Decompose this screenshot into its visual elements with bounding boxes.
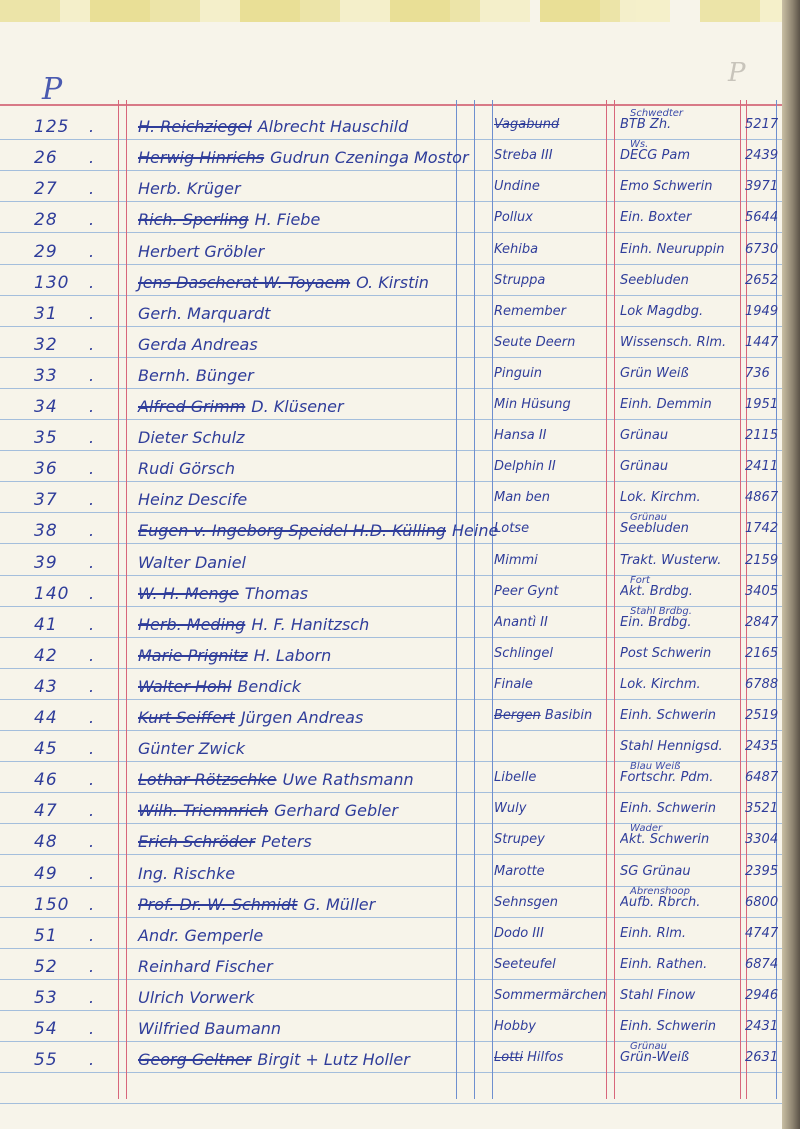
entry-number: 44 — [34, 708, 58, 728]
struck-boat-name: Vagabund — [494, 117, 560, 132]
registration-code: 1742 — [745, 521, 779, 536]
club-name: Einh. Rlm. — [620, 926, 687, 941]
current-owner-name: Günter Zwick — [138, 739, 246, 758]
current-owner-name: O. Kirstin — [356, 273, 429, 292]
club-name: Ein. Boxter — [620, 210, 692, 225]
registration-code: 2946 — [745, 988, 779, 1003]
boat-name-text: Peer Gynt — [494, 584, 559, 599]
current-owner-name: Heine — [452, 521, 499, 540]
boat-name-text: Mimmi — [494, 553, 538, 568]
entry-number: 37 — [34, 490, 58, 510]
entry-number: 28 — [34, 210, 58, 230]
boat-name — [494, 428, 612, 443]
owner-name — [138, 397, 344, 416]
margin-line — [118, 100, 119, 1099]
current-owner-name: Uwe Rathsmann — [282, 770, 414, 789]
owner-name — [138, 646, 331, 665]
column-divider — [740, 100, 741, 1099]
struck-owner-name: Georg Geltner — [138, 1050, 252, 1069]
owner-name — [138, 459, 235, 478]
owner-name — [138, 366, 254, 385]
boat-name-text: Pinguin — [494, 366, 543, 381]
club-name: Einh. Neuruppin — [620, 242, 725, 257]
boat-name-text: Lotse — [494, 521, 530, 536]
bleed-through-letter: P — [728, 58, 746, 88]
current-owner-name: Bendick — [237, 677, 302, 696]
current-owner-name: Jürgen Andreas — [240, 708, 364, 727]
boat-name-text: Anantì II — [494, 615, 548, 630]
owner-name — [138, 708, 363, 727]
boat-name-text: Basibin — [544, 708, 593, 723]
boat-name — [494, 117, 612, 132]
registration-code: 2847 — [745, 615, 779, 630]
current-owner-name: H. Fiebe — [254, 210, 321, 229]
boat-name — [494, 459, 612, 474]
boat-name-text: Hansa II — [494, 428, 547, 443]
boat-name-text: Hobby — [494, 1019, 536, 1034]
entry-dot: . — [89, 459, 95, 478]
entry-dot: . — [89, 584, 95, 603]
struck-owner-name: W. H. Menge — [138, 584, 239, 603]
entry-dot: . — [89, 895, 95, 914]
struck-owner-name: Prof. Dr. W. Schmidt — [138, 895, 298, 914]
owner-name — [138, 148, 469, 167]
current-owner-name: G. Müller — [303, 895, 376, 914]
struck-owner-name: Rich. Sperling — [138, 210, 249, 229]
column-divider — [456, 100, 457, 1099]
owner-name — [138, 864, 235, 883]
entry-dot: . — [89, 428, 95, 447]
boat-name — [494, 1019, 612, 1034]
entry-number: 27 — [34, 179, 58, 199]
boat-name-text: Libelle — [494, 770, 537, 785]
club-name: SG Grünau — [620, 864, 691, 879]
club-annotation: Wader — [630, 823, 663, 834]
boat-name-text: Man ben — [494, 490, 551, 505]
registration-code: 3304 — [745, 832, 779, 847]
boat-name-text: Schlingel — [494, 646, 553, 661]
boat-name-text: Kehiba — [494, 242, 539, 257]
owner-name — [138, 1019, 281, 1038]
struck-owner-name: Jens Dascherat W. Toyaem — [138, 273, 351, 292]
club-name: Emo Schwerin — [620, 179, 713, 194]
owner-name — [138, 273, 429, 292]
owner-name — [138, 490, 247, 509]
owner-name — [138, 677, 301, 696]
current-owner-name: Gudrun Czeninga Mostor — [270, 148, 469, 167]
entry-dot: . — [89, 832, 95, 851]
registration-code: 6800 — [745, 895, 779, 910]
entry-number: 41 — [34, 615, 58, 635]
boat-name — [494, 926, 612, 941]
entry-dot: . — [89, 490, 95, 509]
entry-dot: . — [89, 770, 95, 789]
struck-boat-name: Lotti — [494, 1050, 524, 1065]
registration-code: 6788 — [745, 677, 779, 692]
struck-owner-name: Erich Schröder — [138, 832, 256, 851]
margin-line — [126, 100, 127, 1099]
entry-dot: . — [89, 801, 95, 820]
tab-marker — [540, 0, 600, 22]
tab-marker — [90, 0, 150, 22]
boat-name — [494, 335, 612, 350]
current-owner-name: D. Klüsener — [251, 397, 344, 416]
entry-number: 46 — [34, 770, 58, 790]
club-name: Grünau — [620, 428, 669, 443]
registration-code: 2439 — [745, 148, 779, 163]
club-name: Akt. Schwerin — [620, 832, 710, 847]
struck-owner-name: Alfred Grimm — [138, 397, 246, 416]
club-annotation: Schwedter — [630, 108, 684, 119]
entry-number: 43 — [34, 677, 58, 697]
struck-owner-name: Walter Hohl — [138, 677, 232, 696]
current-owner-name: Ing. Rischke — [138, 864, 236, 883]
registration-code: 4867 — [745, 490, 779, 505]
entry-dot: . — [89, 304, 95, 323]
entry-dot: . — [89, 739, 95, 758]
club-name: Seebluden — [620, 273, 689, 288]
owner-name — [138, 615, 369, 634]
entry-dot: . — [89, 148, 95, 167]
entry-dot: . — [89, 521, 95, 540]
struck-owner-name: Wilh. Triemnrich — [138, 801, 269, 820]
boat-name — [494, 957, 612, 972]
registration-code: 1951 — [745, 397, 779, 412]
owner-name — [138, 179, 241, 198]
club-name: Fortschr. Pdm. — [620, 770, 714, 785]
entry-dot: . — [89, 117, 95, 136]
entry-number: 39 — [34, 553, 58, 573]
boat-name — [494, 273, 612, 288]
struck-owner-name: Marie Prignitz — [138, 646, 248, 665]
owner-name — [138, 335, 258, 354]
club-name: DECG Pam — [620, 148, 690, 163]
current-owner-name: Rudi Görsch — [138, 459, 235, 478]
boat-name-text: Delphin II — [494, 459, 556, 474]
entry-dot: . — [89, 615, 95, 634]
club-name: Seebluden — [620, 521, 689, 536]
owner-name — [138, 988, 254, 1007]
entry-dot: . — [89, 708, 95, 727]
registration-code: 5217 — [745, 117, 779, 132]
current-owner-name: Birgit + Lutz Holler — [257, 1050, 410, 1069]
boat-name-text: Remember — [494, 304, 566, 319]
boat-name — [494, 304, 612, 319]
club-name: Stahl Finow — [620, 988, 696, 1003]
boat-name — [494, 584, 612, 599]
club-name: Stahl Hennigsd. — [620, 739, 723, 754]
club-name: Einh. Schwerin — [620, 801, 717, 816]
owner-name — [138, 521, 498, 540]
entry-number: 55 — [34, 1050, 58, 1070]
club-annotation: Abrenshoop — [630, 886, 690, 897]
entry-dot: . — [89, 864, 95, 883]
registration-code: 2159 — [745, 553, 779, 568]
owner-name — [138, 304, 270, 323]
boat-name-text: Dodo III — [494, 926, 544, 941]
owner-name — [138, 1050, 410, 1069]
entry-dot: . — [89, 366, 95, 385]
entry-number: 48 — [34, 832, 58, 852]
boat-name — [494, 615, 612, 630]
tab-marker — [240, 0, 300, 22]
current-owner-name: Ulrich Vorwerk — [138, 988, 255, 1007]
club-name: Wissensch. Rlm. — [620, 335, 727, 350]
club-annotation: Grünau — [630, 512, 668, 523]
boat-name-text: Finale — [494, 677, 533, 692]
boat-name — [494, 242, 612, 257]
owner-name — [138, 801, 398, 820]
current-owner-name: Gerda Andreas — [138, 335, 258, 354]
registration-code: 6487 — [745, 770, 779, 785]
column-divider — [492, 100, 493, 1099]
book-binding — [782, 0, 800, 1129]
ruled-line — [0, 1103, 782, 1104]
entry-number: 38 — [34, 521, 58, 541]
owner-name — [138, 832, 312, 851]
club-name: Einh. Rathen. — [620, 957, 708, 972]
entry-number: 49 — [34, 864, 58, 884]
entry-number: 35 — [34, 428, 58, 448]
club-annotation: Fort — [630, 575, 650, 586]
boat-name — [494, 521, 612, 536]
entry-number: 125 — [34, 117, 70, 137]
page-letter: P — [42, 72, 63, 107]
boat-name — [494, 708, 612, 723]
registration-code: 6730 — [745, 242, 779, 257]
owner-name — [138, 428, 244, 447]
registration-code: 2519 — [745, 708, 779, 723]
club-annotation: Stahl Brdbg. — [630, 606, 692, 617]
entry-number: 36 — [34, 459, 58, 479]
entry-dot: . — [89, 1050, 95, 1069]
registration-code: 2411 — [745, 459, 779, 474]
current-owner-name: Gerh. Marquardt — [138, 304, 271, 323]
entry-dot: . — [89, 273, 95, 292]
boat-name-text: Seute Deern — [494, 335, 576, 350]
boat-name — [494, 553, 612, 568]
boat-name — [494, 895, 612, 910]
entry-dot: . — [89, 397, 95, 416]
boat-name — [494, 770, 612, 785]
tab-marker — [390, 0, 450, 22]
club-name: Einh. Schwerin — [620, 1019, 717, 1034]
current-owner-name: Dieter Schulz — [138, 428, 245, 447]
club-name: Akt. Brdbg. — [620, 584, 693, 599]
current-owner-name: Reinhard Fischer — [138, 957, 273, 976]
registration-code: 736 — [745, 366, 770, 381]
owner-name — [138, 210, 320, 229]
entry-number: 150 — [34, 895, 70, 915]
registration-code: 1949 — [745, 304, 779, 319]
owner-name — [138, 739, 245, 758]
boat-name — [494, 801, 612, 816]
registration-code: 1447 — [745, 335, 779, 350]
boat-name — [494, 1050, 612, 1065]
entry-number: 140 — [34, 584, 70, 604]
boat-name-text: Sommermärchen — [494, 988, 607, 1003]
entry-dot: . — [89, 646, 95, 665]
current-owner-name: Gerhard Gebler — [274, 801, 398, 820]
boat-name — [494, 490, 612, 505]
club-name: Post Schwerin — [620, 646, 712, 661]
entry-number: 52 — [34, 957, 58, 977]
owner-name — [138, 770, 414, 789]
entry-number: 34 — [34, 397, 58, 417]
entry-dot: . — [89, 210, 95, 229]
struck-owner-name: Kurt Seiffert — [138, 708, 235, 727]
struck-owner-name: Herb. Meding — [138, 615, 246, 634]
entry-number: 32 — [34, 335, 58, 355]
boat-name — [494, 210, 612, 225]
registration-code: 4747 — [745, 926, 779, 941]
current-owner-name: Bernh. Bünger — [138, 366, 254, 385]
club-annotation: Blau Weiß — [630, 761, 681, 772]
club-name: Trakt. Wusterw. — [620, 553, 722, 568]
owner-name — [138, 926, 263, 945]
entry-dot: . — [89, 926, 95, 945]
registration-code: 3521 — [745, 801, 779, 816]
struck-owner-name: H. Reichziegel — [138, 117, 252, 136]
entry-dot: . — [89, 553, 95, 572]
owner-name — [138, 242, 264, 261]
club-name: Aufb. Rbrch. — [620, 895, 701, 910]
registration-code: 2165 — [745, 646, 779, 661]
club-annotation: Ws. — [630, 139, 649, 150]
club-name: Lok Magdbg. — [620, 304, 704, 319]
entry-dot: . — [89, 242, 95, 261]
club-annotation: Grünau — [630, 1041, 668, 1052]
column-divider — [474, 100, 475, 1099]
entry-dot: . — [89, 957, 95, 976]
registration-code: 2631 — [745, 1050, 779, 1065]
club-name: BTB Zh. — [620, 117, 672, 132]
entry-number: 31 — [34, 304, 58, 324]
club-name: Lok. Kirchm. — [620, 677, 701, 692]
entry-dot: . — [89, 179, 95, 198]
registration-code: 2395 — [745, 864, 779, 879]
struck-owner-name: Herwig Hinrichs — [138, 148, 265, 167]
entry-number: 45 — [34, 739, 58, 759]
boat-name-text: Marotte — [494, 864, 545, 879]
current-owner-name: Walter Daniel — [138, 553, 246, 572]
entry-number: 130 — [34, 273, 70, 293]
registration-code: 2652 — [745, 273, 779, 288]
entry-number: 26 — [34, 148, 58, 168]
entry-number: 47 — [34, 801, 58, 821]
registration-code: 3971 — [745, 179, 779, 194]
current-owner-name: Peters — [261, 832, 312, 851]
boat-name-text: Seeteufel — [494, 957, 556, 972]
entry-number: 29 — [34, 242, 58, 262]
boat-name-text: Min Hüsung — [494, 397, 571, 412]
registration-code: 2115 — [745, 428, 779, 443]
boat-name-text: Wuly — [494, 801, 527, 816]
boat-name — [494, 366, 612, 381]
club-name: Lok. Kirchm. — [620, 490, 701, 505]
entry-dot: . — [89, 988, 95, 1007]
current-owner-name: Herbert Gröbler — [138, 242, 265, 261]
boat-name — [494, 646, 612, 661]
owner-name — [138, 895, 375, 914]
current-owner-name: Thomas — [244, 584, 309, 603]
current-owner-name: Wilfried Baumann — [138, 1019, 282, 1038]
entry-dot: . — [89, 1019, 95, 1038]
boat-name — [494, 677, 612, 692]
boat-name-text: Undine — [494, 179, 540, 194]
registration-code: 3405 — [745, 584, 779, 599]
boat-name-text: Streba III — [494, 148, 553, 163]
boat-name — [494, 179, 612, 194]
boat-name-text: Sehnsgen — [494, 895, 558, 910]
registration-code: 2435 — [745, 739, 779, 754]
entry-number: 33 — [34, 366, 58, 386]
struck-owner-name: Eugen v. Ingeborg Speidel H.D. Külling — [138, 521, 447, 540]
struck-owner-name: Lothar Rötzschke — [138, 770, 277, 789]
owner-name — [138, 584, 308, 603]
entry-number: 42 — [34, 646, 58, 666]
club-name: Ein. Brdbg. — [620, 615, 692, 630]
current-owner-name: Albrecht Hauschild — [257, 117, 409, 136]
current-owner-name: Heinz Descife — [138, 490, 248, 509]
registration-code: 6874 — [745, 957, 779, 972]
entry-number: 53 — [34, 988, 58, 1008]
boat-name — [494, 832, 612, 847]
boat-name — [494, 148, 612, 163]
boat-name — [494, 397, 612, 412]
boat-name — [494, 988, 612, 1003]
owner-name — [138, 117, 408, 136]
registration-code: 2431 — [745, 1019, 779, 1034]
registration-code: 5644 — [745, 210, 779, 225]
column-divider — [614, 100, 615, 1099]
boat-name-text: Hilfos — [527, 1050, 564, 1065]
entry-dot: . — [89, 677, 95, 696]
boat-name-text: Strupey — [494, 832, 545, 847]
owner-name — [138, 553, 246, 572]
boat-name-text: Pollux — [494, 210, 533, 225]
current-owner-name: H. F. Hanitzsch — [251, 615, 370, 634]
club-name: Grün Weiß — [620, 366, 689, 381]
top-tabs-strip — [0, 0, 800, 22]
boat-name-text: Struppa — [494, 273, 546, 288]
boat-name — [494, 864, 612, 879]
struck-boat-name: Bergen — [494, 708, 541, 723]
entry-number: 51 — [34, 926, 58, 946]
owner-name — [138, 957, 273, 976]
entry-dot: . — [89, 335, 95, 354]
club-name: Einh. Demmin — [620, 397, 712, 412]
club-name: Grünau — [620, 459, 669, 474]
current-owner-name: Herb. Krüger — [138, 179, 241, 198]
club-name: Einh. Schwerin — [620, 708, 717, 723]
current-owner-name: H. Laborn — [253, 646, 332, 665]
entry-number: 54 — [34, 1019, 58, 1039]
current-owner-name: Andr. Gemperle — [138, 926, 264, 945]
club-name: Grün-Weiß — [620, 1050, 690, 1065]
